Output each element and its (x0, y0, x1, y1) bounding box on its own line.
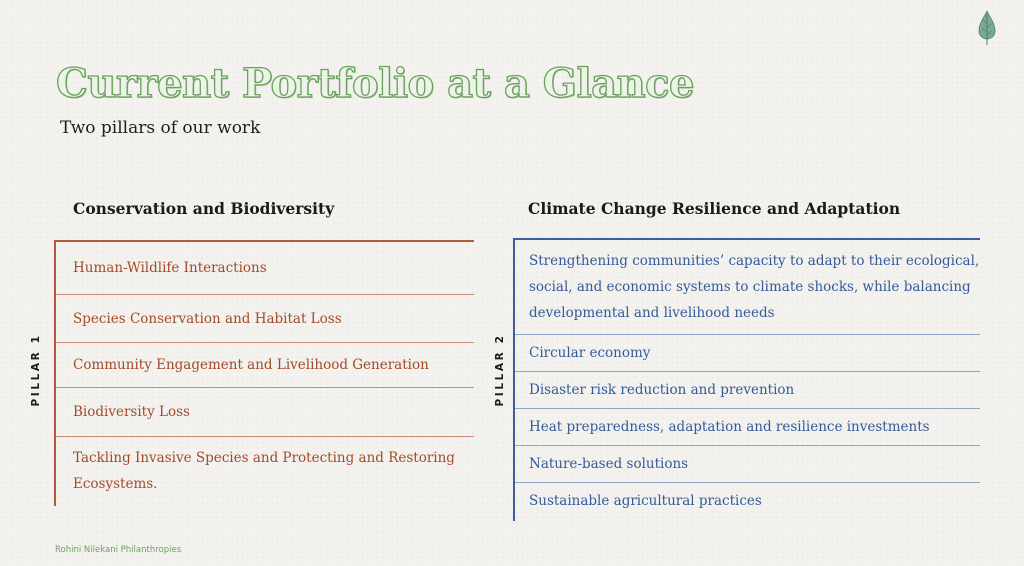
footer-brand: Rohini Nilekani Philanthropies (55, 545, 182, 555)
pillar-1-item: Biodiversity Loss (56, 388, 474, 437)
pillar-2-item: Disaster risk reduction and prevention (515, 372, 980, 409)
page-subtitle: Two pillars of our work (60, 118, 261, 138)
pillar-1-item: Species Conservation and Habitat Loss (56, 295, 474, 343)
pillar-1-item: Human-Wildlife Interactions (56, 242, 474, 295)
pillar-2-label: PILLAR 2 (494, 333, 506, 407)
pillar-1-item: Community Engagement and Livelihood Generation (56, 343, 474, 388)
pillar-1-item: Tackling Invasive Species and Protecting and Restoring Ecosystems. (73, 449, 455, 492)
pillar-1-list (54, 240, 474, 506)
page-title: Current Portfolio at a Glance (56, 60, 694, 107)
pillar-2-item: Heat preparedness, adaptation and resilience investments (515, 409, 980, 446)
pillar-2-item: Nature-based solutions (515, 446, 980, 483)
pillar-1-heading: Conservation and Biodiversity (73, 199, 335, 218)
pillar-2-item: Strengthening communities’ capacity to adapt to their ecological, social, and economic systems to climate shocks, while balancing developmental and livelihood needs (515, 240, 980, 335)
pillar-2-list (513, 238, 980, 521)
pillar-2-heading: Climate Change Resilience and Adaptation (528, 199, 901, 218)
pillar-2-item: Circular economy (515, 335, 980, 372)
pillar-2-item: Sustainable agricultural practices (529, 493, 762, 509)
pillar-1-label: PILLAR 1 (30, 333, 42, 407)
leaf-icon (978, 10, 996, 46)
